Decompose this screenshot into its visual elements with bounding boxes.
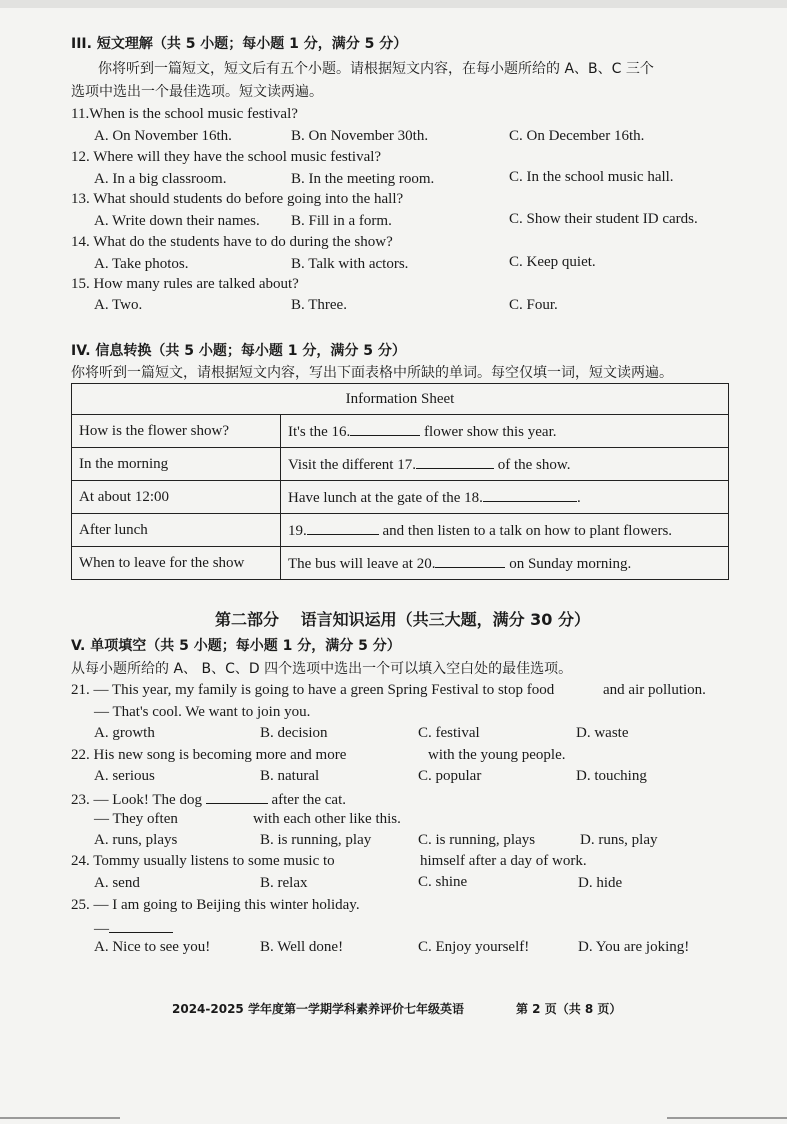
answer-blank-17[interactable] — [416, 454, 494, 469]
q15-option-b: B. Three. — [291, 297, 347, 313]
section-5-heading: V. 单项填空（共 5 小题；每小题 1 分，满分 5 分） — [71, 638, 401, 654]
answer-blank-16[interactable] — [350, 421, 420, 436]
row-text-pre: It's the 16. — [288, 424, 351, 440]
row-text-post: on Sunday morning. — [509, 556, 632, 572]
row-label: When to leave for the show — [72, 547, 281, 580]
table-row — [72, 448, 729, 481]
q23-option-b: B. is running, play — [260, 832, 372, 848]
q22-option-c: C. popular — [418, 768, 482, 784]
answer-blank-19[interactable] — [307, 520, 379, 535]
question-12: 12. Where will they have the school music festival? — [71, 149, 382, 165]
bottom-edge-left — [0, 1117, 120, 1119]
question-23 — [71, 789, 346, 809]
q22-option-b: B. natural — [260, 768, 320, 784]
q24-option-b: B. relax — [260, 875, 308, 891]
q25-option-d: D. You are joking! — [578, 939, 690, 955]
q23-option-c: C. is running, plays — [418, 832, 536, 848]
question-11: 11.When is the school music festival? — [71, 106, 298, 122]
question-13: 13. What should students do before going into the hall? — [71, 191, 404, 207]
page-number: 第 2 页（共 8 页） — [516, 1002, 622, 1016]
row-text-pre: The bus will leave at 20. — [288, 556, 436, 572]
question-22: 22. His new song is becoming more and more — [71, 747, 347, 763]
row-text-pre: 19. — [288, 523, 307, 539]
q11-option-b: B. On November 30th. — [291, 128, 429, 144]
q12-option-b: B. In the meeting room. — [291, 171, 435, 187]
question-14: 14. What do the students have to do during the show? — [71, 234, 393, 250]
section-5-instruction: 从每小题所给的 A、 B、C、D 四个选项中选出一个可以填入空白处的最佳选项。 — [71, 661, 573, 677]
bottom-edge-right — [667, 1117, 787, 1119]
q24-option-c: C. shine — [418, 874, 468, 890]
row-content — [281, 547, 729, 580]
question-25-response — [94, 918, 173, 938]
q11-option-c: C. On December 16th. — [509, 128, 645, 144]
question-25-dash: — — [94, 921, 109, 937]
question-23-response: — They often — [94, 811, 178, 827]
q12-option-c: C. In the school music hall. — [509, 169, 674, 185]
q23-option-d: D. runs, play — [580, 832, 658, 848]
section-3-instruction-line2: 选项中选出一个最佳选项。短文读两遍。 — [71, 84, 323, 100]
q22-option-d: D. touching — [576, 768, 647, 784]
q21-option-c: C. festival — [418, 725, 480, 741]
answer-blank-23[interactable] — [206, 789, 268, 804]
row-text-post: flower show this year. — [424, 424, 557, 440]
q14-option-a: A. Take photos. — [94, 256, 189, 272]
question-24-tail: himself after a day of work. — [420, 853, 587, 869]
table-row — [72, 514, 729, 547]
section-4-instruction: 你将听到一篇短文，请根据短文内容，写出下面表格中所缺的单词。每空仅填一词，短文读两遍。 — [71, 365, 673, 381]
q25-option-a: A. Nice to see you! — [94, 939, 211, 955]
q21-option-b: B. decision — [260, 725, 328, 741]
question-25: 25. — I am going to Beijing this winter holiday. — [71, 897, 360, 913]
row-content — [281, 514, 729, 547]
q11-option-a: A. On November 16th. — [94, 128, 232, 144]
table-row — [72, 415, 729, 448]
question-21: 21. — This year, my family is going to have a green Spring Festival to stop food — [71, 682, 555, 698]
row-text-pre: Visit the different 17. — [288, 457, 416, 473]
question-21-tail: and air pollution. — [603, 682, 706, 698]
answer-blank-20[interactable] — [435, 553, 505, 568]
table-title: Information Sheet — [72, 384, 729, 415]
q21-option-d: D. waste — [576, 725, 629, 741]
section-3-instruction-line1: 你将听到一篇短文，短文后有五个小题。请根据短文内容，在每小题所给的 A、B、C 三个 — [98, 61, 654, 77]
table-header-row — [72, 384, 729, 415]
question-23-text: 23. — Look! The dog — [71, 792, 202, 808]
q21-option-a: A. growth — [94, 725, 155, 741]
question-15: 15. How many rules are talked about? — [71, 276, 299, 292]
q25-option-c: C. Enjoy yourself! — [418, 939, 530, 955]
section-4-heading: IV. 信息转换（共 5 小题；每小题 1 分，满分 5 分） — [71, 343, 406, 359]
row-content — [281, 415, 729, 448]
q12-option-a: A. In a big classroom. — [94, 171, 227, 187]
footer-title: 2024-2025 学年度第一学期学科素养评价七年级英语 — [172, 1002, 464, 1016]
question-24: 24. Tommy usually listens to some music to — [71, 853, 335, 869]
q13-option-a: A. Write down their names. — [94, 213, 260, 229]
q22-option-a: A. serious — [94, 768, 155, 784]
section-3-heading: III. 短文理解（共 5 小题；每小题 1 分，满分 5 分） — [71, 36, 408, 52]
row-label: How is the flower show? — [72, 415, 281, 448]
row-text-post: of the show. — [497, 457, 571, 473]
q15-option-c: C. Four. — [509, 297, 558, 313]
part-2-title: 第二部分 语言知识运用（共三大题，满分 30 分） — [215, 610, 590, 629]
table-row — [72, 547, 729, 580]
question-21-response: — That's cool. We want to join you. — [94, 704, 311, 720]
q23-option-a: A. runs, plays — [94, 832, 178, 848]
question-23-response-tail: with each other like this. — [253, 811, 401, 827]
question-23-tail: after the cat. — [271, 792, 346, 808]
answer-blank-25[interactable] — [109, 918, 173, 933]
row-label: At about 12:00 — [72, 481, 281, 514]
row-content — [281, 481, 729, 514]
q25-option-b: B. Well done! — [260, 939, 344, 955]
q13-option-b: B. Fill in a form. — [291, 213, 392, 229]
answer-blank-18[interactable] — [483, 487, 577, 502]
q24-option-a: A. send — [94, 875, 140, 891]
row-text-post: and then listen to a talk on how to plant flowers. — [382, 523, 673, 539]
row-text-pre: Have lunch at the gate of the 18. — [288, 490, 483, 506]
q15-option-a: A. Two. — [94, 297, 143, 313]
q14-option-b: B. Talk with actors. — [291, 256, 409, 272]
row-label: In the morning — [72, 448, 281, 481]
table-row — [72, 481, 729, 514]
row-content — [281, 448, 729, 481]
question-22-tail: with the young people. — [428, 747, 566, 763]
q24-option-d: D. hide — [578, 875, 623, 891]
information-sheet-table — [71, 383, 729, 580]
top-edge — [0, 0, 787, 8]
q14-option-c: C. Keep quiet. — [509, 254, 596, 270]
row-label: After lunch — [72, 514, 281, 547]
q13-option-c: C. Show their student ID cards. — [509, 211, 698, 227]
row-text-post: . — [576, 490, 581, 506]
